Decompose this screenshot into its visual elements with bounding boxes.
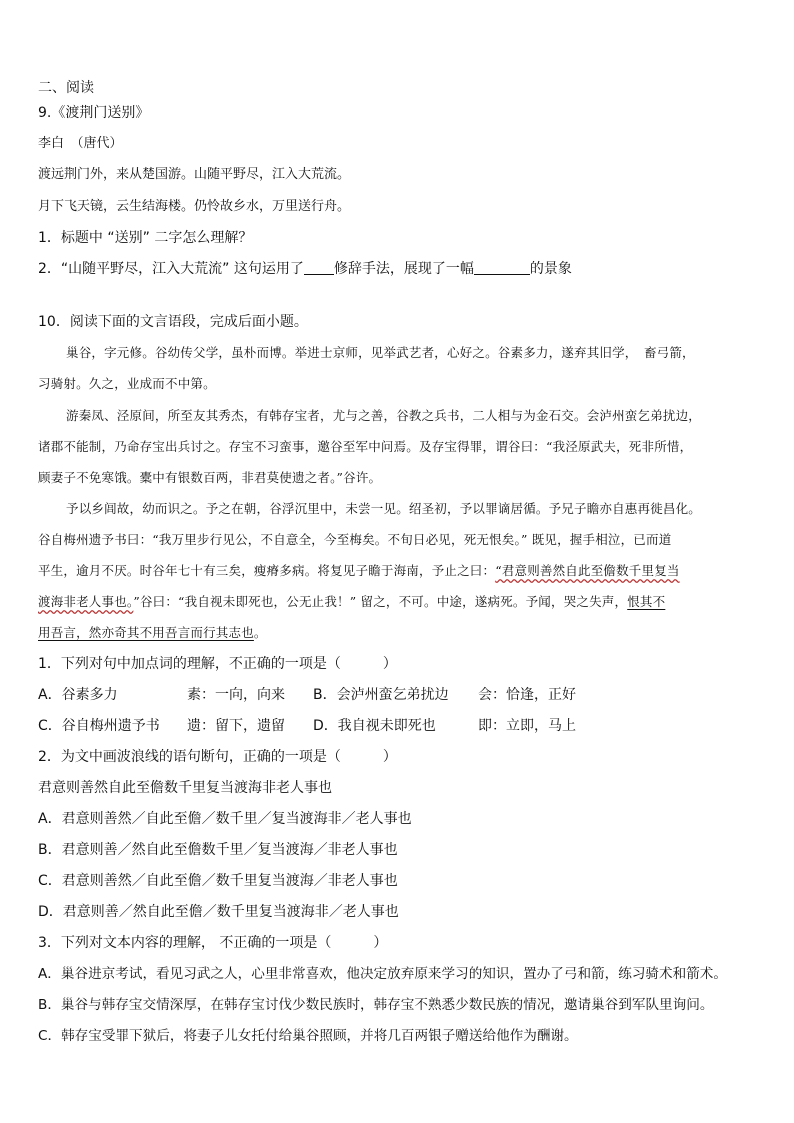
passage-p3-line-5 [38, 623, 267, 643]
q10-sub-question-2: 2．为文中画波浪线的语句断句，正确的一项是（ ） [38, 749, 397, 765]
passage-p3-line-4-text: ”谷曰：“我自视未即死也，公无止我！” 留之，不可。中途，遂病死。予闻，哭之失声， [133, 594, 628, 609]
underlined-sentence-part-1: 恨其不 [627, 594, 666, 609]
passage-p2-line-2: 诸郡不能制，乃命存宝出兵讨之。存宝不习蛮事，邀谷至军中问焉。及存宝得罪，谓谷曰：“我泾原武夫，死非所惜， [38, 439, 693, 454]
passage-p1-line-1: 巢谷，字元修。谷幼传父学，虽朴而博。举进士京师，见举武艺者，心好之。谷素多力，遂弃其旧学， 畜弓箭， [66, 345, 695, 360]
section-heading: 二、阅读 [38, 80, 94, 96]
underlined-sentence-part-2: 用吾言，然亦奇其不用吾言而行其志也 [38, 625, 254, 640]
wavy-underlined-sentence-part-1: “君意则善然自此至儋数千里复当 [495, 563, 680, 578]
q10-s3-option-a[interactable]: A．巢谷进京考试，看见习武之人，心里非常喜欢，他决定放弃原来学习的知识，置办了弓和箭，练习骑术和箭术。 [38, 966, 727, 982]
wavy-underlined-sentence-part-2: 渡海非老人事也。 [38, 594, 134, 609]
q10-s2-sentence: 君意则善然自此至儋数千里复当渡海非老人事也 [38, 780, 332, 796]
q10-s1-option-d[interactable]: D．我自视未即死也 [313, 718, 436, 734]
q9-sub2-part-b: 修辞手法，展现了一幅 [333, 261, 474, 277]
answer-blank-1[interactable] [304, 260, 334, 275]
q10-s2-option-c[interactable]: C．君意则善然／自此至儋／数千里复当渡海／非老人事也 [38, 873, 398, 889]
poem-line-2: 月下飞天镜，云生结海楼。仍怜故乡水，万里送行舟。 [38, 199, 351, 214]
q10-s1-option-b-def: 会：恰逢，正好 [478, 687, 576, 703]
q10-s2-option-a[interactable]: A．君意则善然／自此至儋／数千里／复当渡海非／老人事也 [38, 811, 412, 827]
q10-s3-option-b[interactable]: B．巢谷与韩存宝交情深厚，在韩存宝讨伐少数民族时，韩存宝不熟悉少数民族的情况，邀请巢谷到军队里询问。 [38, 997, 714, 1013]
q10-s1-option-a[interactable]: A．谷素多力 [38, 687, 118, 703]
q9-sub2-part-c: 的景象 [529, 261, 572, 277]
q10-s2-option-b[interactable]: B．君意则善／然自此至儋数千里／复当渡海／非老人事也 [38, 842, 398, 858]
passage-p2-line-3: 顾妻子不免寒饿。橐中有银数百两，非君莫使遗之者。”谷许。 [38, 470, 382, 485]
q10-sub-question-1: 1．下列对句中加点词的理解，不正确的一项是（ ） [38, 656, 397, 672]
q10-s1-option-b[interactable]: B．会泸州蛮乞弟扰边 [313, 687, 449, 703]
q9-title: 9.《渡荆门送别》 [38, 105, 150, 121]
q10-s1-option-c-def: 遗：留下，遗留 [187, 718, 285, 734]
q10-s1-option-a-def: 素：一向，向来 [187, 687, 285, 703]
q10-title: 10．阅读下面的文言语段，完成后面小题。 [38, 314, 308, 330]
passage-p3-line-3 [38, 561, 680, 581]
answer-blank-2[interactable] [474, 260, 530, 275]
passage-p2-line-1: 游秦凤、泾原间，所至友其秀杰，有韩存宝者，尤与之善，谷教之兵书，二人相与为金石交。会泸州蛮乞弟扰边， [66, 408, 702, 423]
q10-s1-option-c[interactable]: C．谷自梅州遗予书 [38, 718, 160, 734]
passage-p3-line-3-text: 平生，逾月不厌。时谷年七十有三矣，瘦瘠多病。将复见子瞻于海南，予止之曰： [38, 563, 496, 578]
passage-p1-line-2: 习骑射。久之，业成而不中第。 [38, 376, 216, 391]
q10-s2-option-d[interactable]: D．君意则善／然自此至儋／数千里复当渡海非／老人事也 [38, 904, 399, 920]
q9-sub2-part-a: 2．“山随平野尽，江入大荒流” 这句运用了 [38, 261, 304, 277]
q10-sub-question-3: 3．下列对文本内容的理解， 不正确的一项是（ ） [38, 935, 388, 951]
q10-s1-option-d-def: 即：立即，马上 [478, 718, 576, 734]
passage-p3-line-4 [38, 592, 665, 612]
passage-p3-line-5-end: 。 [253, 625, 267, 640]
q9-sub-question-2 [38, 259, 572, 279]
poem-line-1: 渡远荆门外，来从楚国游。山随平野尽，江入大荒流。 [38, 167, 351, 182]
passage-p3-line-2: 谷自梅州遗予书曰：“我万里步行见公，不自意全，今至梅矣。不旬日必见，死无恨矣。” 既见，握手相泣，已而道 [38, 532, 672, 547]
q9-sub-question-1: 1．标题中 “送别” 二字怎么理解？ [38, 230, 253, 246]
poem-author: 李白 （唐代） [38, 136, 123, 151]
passage-p3-line-1: 予以乡闾故，幼而识之。予之在朝，谷浮沉里中，未尝一见。绍圣初，予以罪谪居循。予兄子瞻亦自惠再徙昌化。 [66, 501, 702, 516]
q10-s3-option-c[interactable]: C．韩存宝受罪下狱后，将妻子儿女托付给巢谷照顾，并将几百两银子赠送给他作为酬谢。 [38, 1028, 578, 1044]
